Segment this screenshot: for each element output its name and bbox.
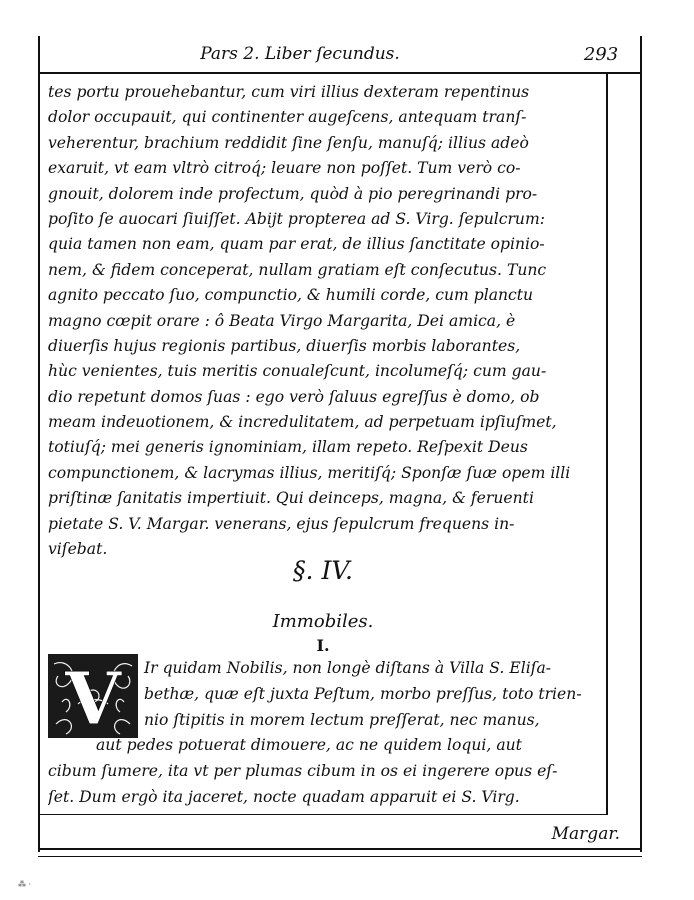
frame-bottom-rule (38, 848, 642, 850)
body-text (48, 80, 600, 562)
frame-right-rule (640, 36, 642, 852)
body-line: viſebat. (48, 540, 108, 559)
body-line: dolor occupauit, qui continenter augeſcens, antequam tranſ- (48, 108, 527, 127)
paragraph-line: cibum ſumere, ita vt per plumas cibum in os ei ingerere opus eſ- (48, 762, 558, 781)
body-line: magno cœpit orare : ô Beata Virgo Margarita, Dei amica, è (48, 311, 516, 330)
catchword: Margar. (551, 824, 620, 844)
paragraph-line: ſet. Dum ergò ita jaceret, nocte quadam apparuit ei S. Virg. (48, 787, 520, 806)
section-subheading: Immobiles. (272, 611, 374, 632)
body-line: agnito peccato ſuo, compunctio, & humili corde, cum planctu (48, 286, 534, 305)
body-line: exaruit, vt eam vltrò citroq́; leuare non poſſet. Tum verò co- (48, 159, 521, 178)
paragraph-line: nio ſtipitis in morem lectum preſſerat, nec manus, (144, 710, 540, 729)
running-head: Pars 2. Liber ſecundus. (200, 44, 400, 64)
body-line: hùc venientes, tuis meritis conualeſcunt, incolumeſq́; cum gau- (48, 362, 547, 381)
body-line: poſito ſe auocari ſiuiſſet. Abijt propterea ad S. Virg. ſepulcrum: (48, 209, 546, 228)
text-block-right-rule (606, 74, 608, 814)
body-line: veherentur, brachium reddidit ſine ſenſu, manuſq́; illius adeò (48, 133, 529, 152)
body-line: compunctionem, & lacrymas illius, meritiſq́; Sponſæ ſuæ opem illi (48, 463, 571, 482)
page-number: 293 (583, 44, 619, 65)
body-line: quia tamen non eam, quam par erat, de illius ſanctitate opinio- (48, 235, 545, 254)
section-heading: §. IV. (293, 556, 353, 585)
printer-mark: ⁂ · (18, 880, 32, 889)
drop-cap-letter: V (65, 656, 121, 738)
paragraph-line: bethæ, quæ eſt juxta Peſtum, morbo preſſus, toto trien- (144, 684, 582, 703)
text-block-bottom-rule (38, 814, 608, 815)
body-line: nem, & fidem conceperat, nullam gratiam eſt conſecutus. Tunc (48, 260, 547, 279)
body-line: tes portu prouehebantur, cum viri illius dexteram repentinus (48, 83, 530, 101)
body-line: dio repetunt domos ſuas : ego verò ſaluus egreſſus è domo, ob (48, 387, 540, 406)
body-line: pietate S. V. Margar. venerans, ejus ſepulcrum frequens in- (48, 514, 515, 533)
paragraph-line: aut pedes potuerat dimouere, ac ne quidem loqui, aut (96, 736, 522, 755)
paragraph-line: Ir quidam Nobilis, non longè diſtans à Villa S. Eliſa- (144, 659, 552, 677)
frame-bottom-rule-thin (38, 856, 642, 857)
body-line: priſtinæ ſanitatis impertiuit. Qui deinceps, magna, & feruenti (48, 489, 534, 508)
header-rule (38, 72, 642, 74)
paragraph-text (48, 656, 600, 811)
body-line: meam indeuotionem, & incredulitatem, ad perpetuam ipſiuſmet, (48, 413, 557, 432)
body-line: diuerſis hujus regionis partibus, diuerſis morbis laborantes, (48, 336, 521, 355)
section-numeral: I. (316, 636, 330, 655)
body-line: gnouit, dolorem inde profectum, quòd à pio peregrinandi pro- (48, 184, 538, 203)
frame-left-rule (38, 36, 40, 852)
body-line: totiuſq́; mei generis ignominiam, illam repeto. Reſpexit Deus (48, 438, 528, 457)
